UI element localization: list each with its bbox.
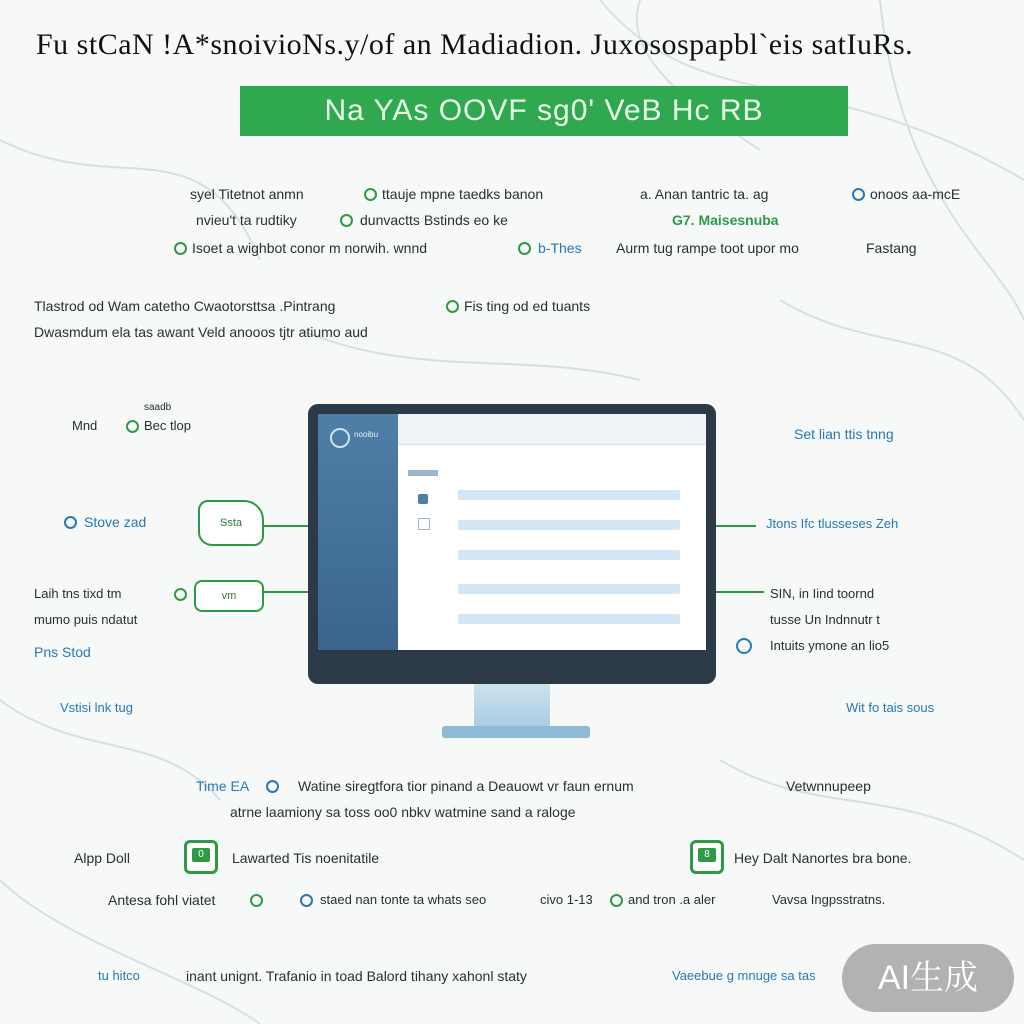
- page-title: Fu stCaN !A*snoivioNs.y/of an Madiadion. Juxosospapbl`eis satIuRs.: [36, 28, 914, 61]
- left-label: saadb: [144, 402, 172, 413]
- intro-text: b-Thes: [538, 240, 582, 256]
- badge-icon: [690, 840, 724, 874]
- right-label: Intuits ymone an lio5: [770, 638, 890, 653]
- callout-box: Ssta: [198, 500, 264, 546]
- lower-text: Vetwnnupeep: [786, 778, 871, 794]
- intro-text: ttauje mpne taedks banon: [382, 186, 544, 202]
- intro-text: syel Titetnot anmn: [190, 186, 304, 202]
- tag-icon: [300, 894, 313, 907]
- intro-text: Aurm tug rampe toot upor mo: [616, 240, 799, 256]
- tag-icon: [266, 780, 279, 793]
- search-icon: [736, 638, 752, 654]
- lower-text: atrne laamiony sa toss oo0 nbkv watmine sand a raloge: [230, 804, 576, 820]
- badge-value: 8: [698, 848, 716, 862]
- lower-text: tu hitco: [98, 968, 140, 983]
- intro-text: a. Anan tantric ta. ag: [640, 186, 769, 202]
- right-label: Set lian ttis tnng: [794, 426, 894, 442]
- intro-text: nvieu't ta rudtiky: [196, 212, 297, 228]
- intro-text: Fastang: [866, 240, 917, 256]
- left-label: Bec tlop: [144, 418, 191, 433]
- lower-text: staed nan tonte ta whats seo: [320, 892, 487, 907]
- tag-icon: [64, 516, 77, 529]
- lower-text: Hey Dalt Nanortes bra bone.: [734, 850, 912, 866]
- right-label: Wit fo tais sous: [846, 700, 935, 715]
- intro-text: Isoet a wighbot conor m norwih. wnnd: [192, 240, 428, 256]
- tag-icon: [126, 420, 139, 433]
- lower-text: and tron .a aler: [628, 892, 716, 907]
- paragraph-text: Fis ting od ed tuants: [464, 298, 591, 314]
- lower-text: Antesa fohl viatet: [108, 892, 216, 908]
- lower-text: Alpp Doll: [74, 850, 131, 866]
- right-label: tusse Un Indnnutr t: [770, 612, 880, 627]
- green-banner: Na YAs OOVF sg0' VeB Hc RB: [240, 86, 848, 136]
- paragraph-text: Tlastrod od Wam catetho Cwaotorsttsa .Pintrang: [34, 298, 336, 314]
- tag-icon: [610, 894, 623, 907]
- callout-box: vm: [194, 580, 264, 612]
- left-label: Pns Stod: [34, 644, 91, 660]
- right-label: SIN, in Iind toornd: [770, 586, 875, 601]
- intro-text: onoos aa-mcE: [870, 186, 961, 202]
- intro-text: G7. Maisesnuba: [672, 212, 779, 228]
- lower-text: Lawarted Tis noenitatile: [232, 850, 380, 866]
- badge-icon: [184, 840, 218, 874]
- badge-value: 0: [192, 848, 210, 862]
- paragraph-text: Dwasmdum ela tas awant Veld anooos tjtr atiumo aud: [34, 324, 368, 340]
- lower-text: Time EA: [196, 778, 250, 794]
- left-label: Mnd: [72, 418, 98, 433]
- right-label: Jtons Ifc tlusseses Zeh: [766, 516, 899, 531]
- left-label: Laih tns tixd tm: [34, 586, 122, 601]
- lower-text: Watine siregtfora tior pinand a Deauowt vr faun ernum: [298, 778, 634, 794]
- lower-text: civo 1-13: [540, 892, 593, 907]
- sidebar-label: nooibu: [354, 430, 379, 439]
- ai-watermark: AI生成: [842, 944, 1014, 1012]
- tag-icon: [250, 894, 263, 907]
- lower-text: Vaeebue g mnuge sa tas: [672, 968, 816, 983]
- lower-text: inant unignt. Trafanio in toad Balord tihany xahonl staty: [186, 968, 527, 984]
- left-label: Vstisi lnk tug: [60, 700, 133, 715]
- lower-text: Vavsa Ingpsstratns.: [772, 892, 886, 907]
- intro-text: dunvactts Bstinds eo ke: [360, 212, 508, 228]
- tag-icon: [174, 588, 187, 601]
- left-label: Stove zad: [84, 514, 147, 530]
- left-label: mumo puis ndatut: [34, 612, 138, 627]
